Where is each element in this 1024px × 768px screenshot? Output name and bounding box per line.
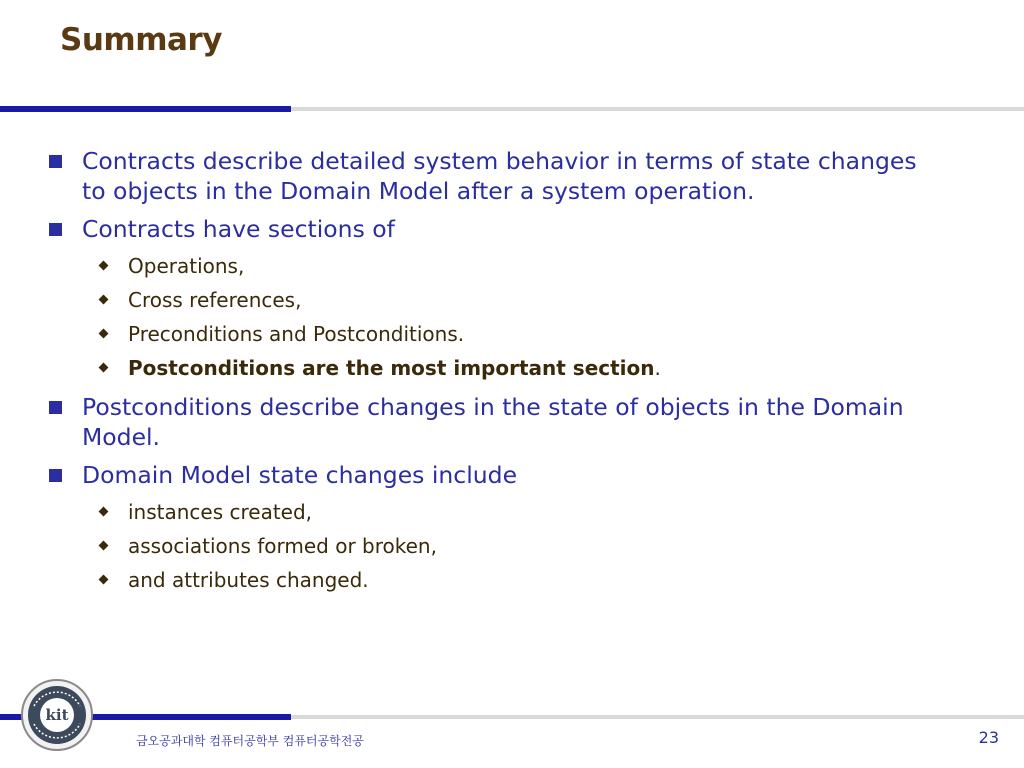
divider-line [291,715,1024,719]
bullet-item [0,146,942,206]
bullet-item [0,460,942,490]
bullet-item [0,392,942,452]
sub-bullet-text: Operations, [128,254,245,278]
sub-bullet-text: instances created, [128,500,313,524]
diamond-bullet-icon [99,295,109,305]
diamond-bullet-icon [99,363,109,373]
bullet-text: Postconditions describe changes in the state of objects in the Domain Model. [82,393,904,451]
diamond-bullet-icon [99,261,109,271]
footer-department: 금오공과대학 컴퓨터공학부 컴퓨터공학전공 [136,734,364,748]
sub-bullet-item [0,320,1024,348]
square-bullet-icon [49,155,62,168]
sub-bullet-item [0,286,1024,314]
square-bullet-icon [49,401,62,414]
sub-bullet-text: associations formed or broken, [128,534,437,558]
sub-bullet-text: Cross references, [128,288,302,312]
sub-bullet-text: Preconditions and Postconditions. [128,322,465,346]
bullet-text: Contracts have sections of [82,215,395,243]
bullet-text: Domain Model state changes include [82,461,518,489]
footer-divider [0,714,1024,720]
bullet-text: Contracts describe detailed system behavior in terms of state changes to objects in the Domain Model after a system operation. [82,147,917,205]
sub-bullet-suffix: . [654,356,661,380]
logo-text: kit [45,706,69,724]
slide-title: Summary [60,22,222,58]
square-bullet-icon [49,469,62,482]
sub-bullet-item [0,498,1024,526]
slide-content [0,146,1024,600]
square-bullet-icon [49,223,62,236]
sub-bullet-item [0,354,1024,382]
page-number: 23 [978,728,999,747]
divider-line [291,107,1024,111]
sub-bullet-text: and attributes changed. [128,568,369,592]
sub-bullet-item [0,532,1024,560]
sub-bullet-bold-text: Postconditions are the most important section [128,356,655,380]
sub-bullet-item [0,252,1024,280]
diamond-bullet-icon [99,575,109,585]
sub-bullet-item [0,566,1024,594]
header-divider [0,106,1024,112]
diamond-bullet-icon [99,541,109,551]
bullet-item [0,214,942,244]
diamond-bullet-icon [99,329,109,339]
university-logo-icon [20,678,94,752]
divider-accent [0,106,291,112]
diamond-bullet-icon [99,507,109,517]
